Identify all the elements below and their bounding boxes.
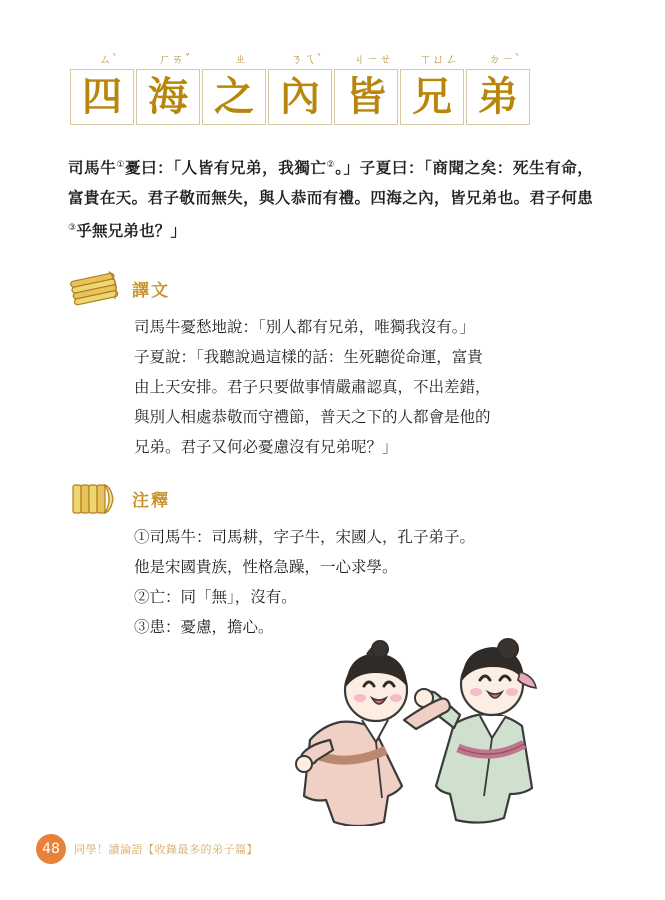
footnote-marker-1: ① — [116, 160, 125, 170]
page-title — [70, 69, 595, 125]
bopomofo-char-6: ㄒㄩㄥ — [419, 52, 459, 66]
notes-line-4: ③患：憂慮，擔心。 — [134, 618, 274, 636]
notes-body — [134, 522, 593, 642]
title-char-3: 之 — [202, 69, 266, 125]
translation-line-1: 司馬牛憂愁地說：「別人都有兄弟，唯獨我沒有。」 — [134, 318, 476, 336]
bopomofo-char-3: ㄓ — [234, 52, 248, 66]
notes-line-1: ①司馬牛：司馬耕，字子牛，宋國人，孔子弟子。 — [134, 528, 476, 546]
title-char-1: 四 — [70, 69, 134, 125]
classic-part-4: 乎無兄弟也？」 — [76, 222, 187, 241]
footer — [36, 834, 258, 864]
translation-line-5: 兄弟。君子又何必憂慮沒有兄弟呢？」 — [134, 438, 398, 456]
bopomofo-char-5: ㄐㄧㄝ — [353, 52, 393, 66]
translation-header — [68, 268, 593, 308]
footnote-marker-3: ③ — [68, 223, 77, 234]
translation-section — [68, 268, 593, 462]
title-char-5: 皆 — [334, 69, 398, 125]
footer-caption: 同學！讀論語【收錄最多的弟子篇】 — [74, 843, 258, 856]
translation-line-2: 子夏說：「我聽說過這樣的話：生死聽從命運，富貴 — [134, 348, 483, 366]
footnote-marker-2: ② — [326, 160, 336, 170]
child-left — [296, 641, 450, 826]
notes-section — [68, 478, 593, 642]
title-char-2: 海 — [136, 69, 200, 125]
illustration-two-children — [240, 636, 560, 826]
classic-part-3: 。」子夏曰：「商聞之矣：死生有命，富貴在天。君子敬而無失，與人恭而有禮。四海之內，皆兄弟也。君子何患 — [68, 159, 593, 208]
translation-line-3: 由上天安排。君子只要做事情嚴肅認真，不出差錯， — [134, 378, 491, 396]
classic-part-2: 憂曰：「人皆有兄弟，我獨亡 — [124, 159, 327, 178]
bamboo-scroll-icon — [68, 479, 120, 517]
bopomofo-row — [76, 50, 595, 67]
translation-line-4: 與別人相處恭敬而守禮節，普天之下的人都會是他的 — [134, 408, 491, 426]
classical-text — [68, 150, 593, 246]
title-block — [70, 50, 595, 125]
notes-label: 注釋 — [132, 490, 170, 511]
bopomofo-char-7: ㄉㄧˋ — [488, 52, 522, 66]
bopomofo-char-4: ㄋㄟˋ — [290, 52, 324, 66]
child-right — [415, 639, 536, 823]
translation-label: 譯文 — [132, 280, 170, 301]
notes-header — [68, 478, 593, 518]
title-char-4: 內 — [268, 69, 332, 125]
bopomofo-char-1: ㄙˋ — [98, 52, 119, 66]
notes-line-2: 他是宋國貴族，性格急躁，一心求學。 — [134, 558, 398, 576]
page-number: 48 — [36, 834, 66, 864]
bamboo-scroll-icon — [68, 269, 120, 307]
title-char-6: 兄 — [400, 69, 464, 125]
translation-body — [134, 312, 593, 462]
title-char-7: 弟 — [466, 69, 530, 125]
notes-line-3: ②亡：同「無」，沒有。 — [134, 588, 297, 606]
bopomofo-char-2: ㄏㄞˇ — [158, 52, 192, 66]
classic-part-1: 司馬牛 — [68, 159, 117, 178]
